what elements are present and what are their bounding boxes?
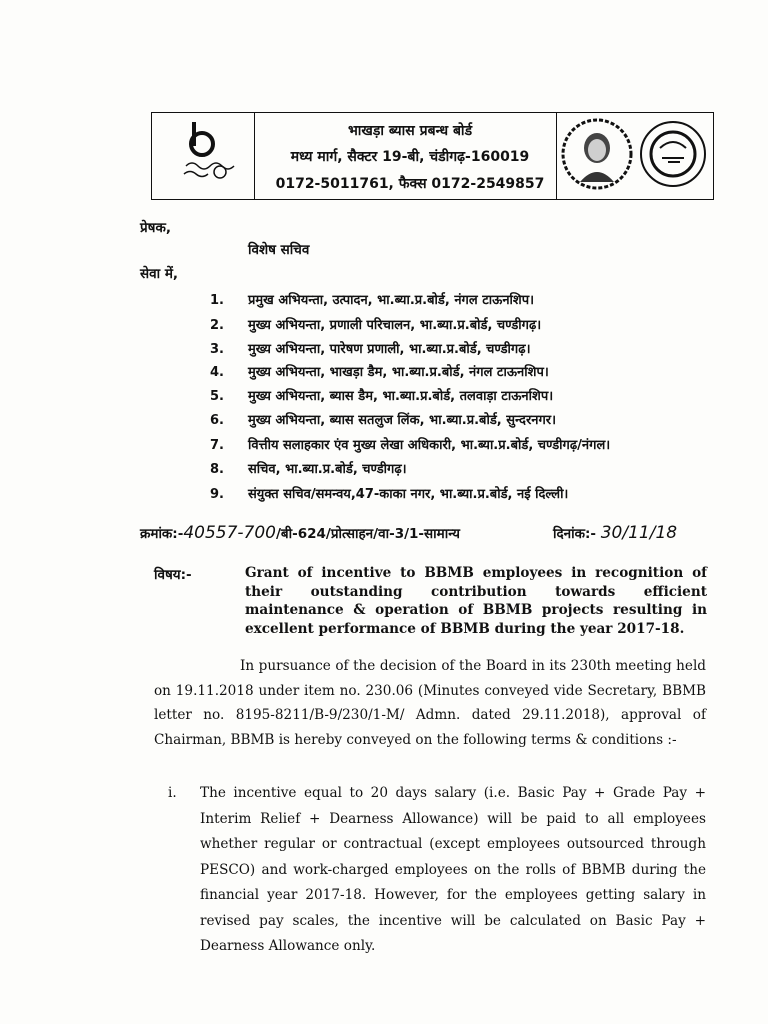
item-text: The incentive equal to 20 days salary (i.e. Basic Pay + Grade Pay + Interim Relief + Dearness Allowance) will be paid to all employees whether regular or contractual (except employees outsourced through PESCO) and work-charged employees on the rolls of BBMB during the financial year 2017-18. However, for the employees getting salary in revised pay scales, the incentive will be calculated on Basic Pay + Dearness Allowance only. xyxy=(200,785,706,954)
portrait-seal xyxy=(560,116,634,192)
date-line xyxy=(553,523,677,543)
list-item: 4. मुख्य अभियन्ता, भाखड़ा डैम, भा.ब्या.प्र.बोर्ड, नंगल टाऊनशिप। xyxy=(210,365,549,380)
ref-suffix: /बी-624/प्रोत्साहन/वा-3/1-सामान्य xyxy=(275,526,461,542)
subject-label: विषय:- xyxy=(154,567,192,583)
handwritten-date: 30/11/18 xyxy=(600,523,678,543)
list-item: 9. संयुक्त सचिव/समन्वय,47-काका नगर, भा.ब्या.प्र.बोर्ड, नई दिल्ली। xyxy=(210,487,569,502)
org-name: भाखड़ा ब्यास प्रबन्ध बोर्ड xyxy=(347,123,473,139)
subject-text: Grant of incentive to BBMB employees in recognition of their outstanding contribution towards efficient maintenance & operation of BBMB projects resulting in excellent performance of BBMB during the year 2017-18. xyxy=(245,565,707,637)
sender-name: विशेष सचिव xyxy=(248,242,310,258)
org-phone: 0172-5011761, फैक्स 0172-2549857 xyxy=(275,176,545,192)
item-number: i. xyxy=(168,785,177,801)
list-item: 1. प्रमुख अभियन्ता, उत्पादन, भा.ब्या.प्र.बोर्ड, नंगल टाऊनशिप। xyxy=(210,293,535,308)
emblem-seal xyxy=(638,118,708,190)
list-item: 3. मुख्य अभियन्ता, पारेषण प्रणाली, भा.ब्या.प्र.बोर्ड, चण्डीगढ़। xyxy=(210,342,531,357)
list-item: 7. वित्तीय सलाहकार एंव मुख्य लेखा अधिकारी, भा.ब्या.प्र.बोर्ड, चण्डीगढ़/नंगल। xyxy=(210,438,611,453)
date-label: दिनांक:- xyxy=(553,526,597,542)
body-paragraph: In pursuance of the decision of the Board in its 230th meeting held on 19.11.2018 under item no. 230.06 (Minutes conveyed vide Secretary, BBMB letter no. 8195-8211/B-9/230/1-M/ Admn. dated 29.11.2018), approval of Chairman, BBMB is hereby conveyed on the following terms & conditions :- xyxy=(154,658,706,748)
sender-label: प्रेषक, xyxy=(140,220,171,236)
ref-label: क्रमांक:- xyxy=(140,526,184,542)
list-item: 2. मुख्य अभियन्ता, प्रणाली परिचालन, भा.ब्या.प्र.बोर्ड, चण्डीगढ़। xyxy=(210,318,542,333)
org-address: मध्य मार्ग, सैक्टर 19-बी, चंडीगढ़-160019 xyxy=(290,149,530,165)
list-item: 5. मुख्य अभियन्ता, ब्यास डैम, भा.ब्या.प्र.बोर्ड, तलवाड़ा टाऊनशिप। xyxy=(210,389,554,404)
list-item: 8. सचिव, भा.ब्या.प्र.बोर्ड, चण्डीगढ़। xyxy=(210,462,407,477)
list-item: 6. मुख्य अभियन्ता, ब्यास सतलुज लिंक, भा.ब्या.प्र.बोर्ड, सुन्दरनगर। xyxy=(210,413,557,428)
reference-line xyxy=(140,523,460,543)
to-label: सेवा में, xyxy=(140,266,179,282)
handwritten-ref-number: 40557-700 xyxy=(183,523,276,543)
